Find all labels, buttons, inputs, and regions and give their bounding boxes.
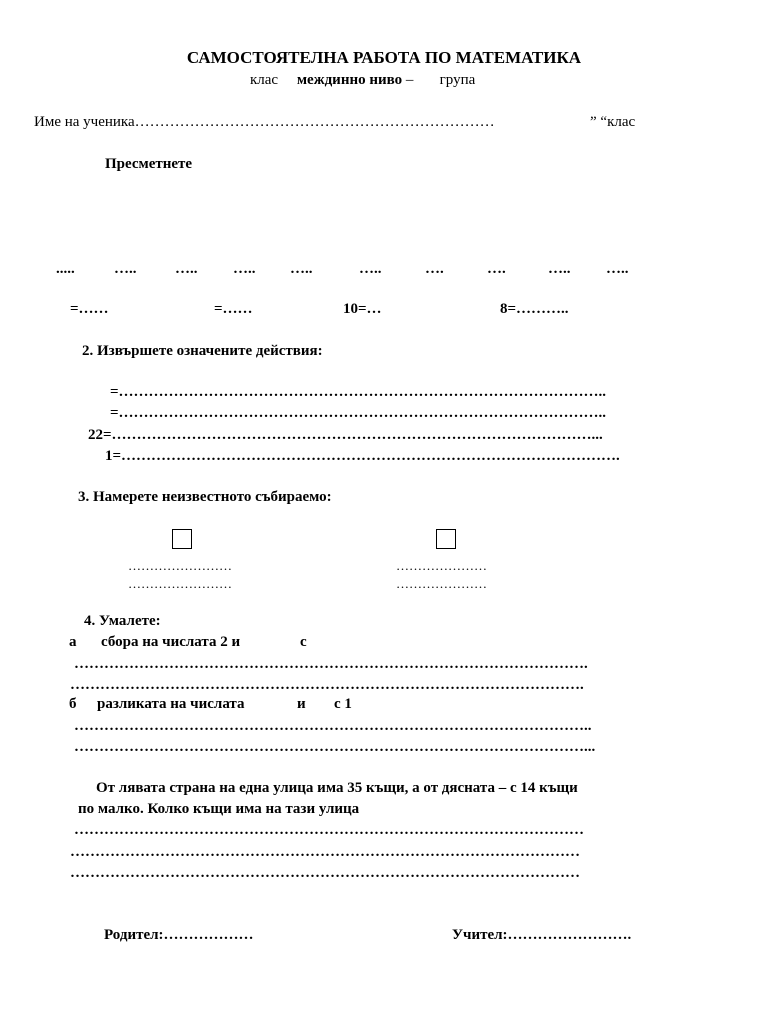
- task1-dots-5: …..: [290, 261, 313, 277]
- task2-line-2: =……………………………………………………………………………………..: [110, 405, 607, 421]
- task1-dots-8: ….: [487, 261, 506, 277]
- level-dash: –: [405, 72, 414, 88]
- task4-b-line-2: …………………………………………………………………………………………...: [74, 739, 596, 755]
- student-name-line: Име на ученика………………………………………………………………: [34, 114, 495, 130]
- task1-dots-4: …..: [233, 261, 256, 277]
- task1-result-2: =……: [214, 301, 253, 317]
- task4-b-text: разликата на числата: [97, 696, 245, 712]
- task1-heading: Пресметнете: [105, 156, 193, 172]
- task1-result-3: 10=…: [343, 301, 382, 317]
- answer-box-right: [436, 529, 456, 549]
- task4-a-with: с: [300, 634, 307, 650]
- task5-answer-line-3: …………………………………………………………………………………………: [70, 865, 580, 881]
- task1-dots-6: …..: [359, 261, 382, 277]
- task1-dots-10: …..: [606, 261, 629, 277]
- subtitle: [250, 72, 475, 89]
- class-label: клас: [250, 72, 279, 88]
- task3-left-line-1: ……………………: [128, 558, 232, 573]
- task4-b-and: и: [297, 696, 306, 712]
- task3-right-line-1: …………………: [396, 558, 487, 573]
- task1-dots-7: ….: [425, 261, 444, 277]
- task3-left-line-2: ……………………: [128, 576, 232, 591]
- task1-dots-3: …..: [175, 261, 198, 277]
- task1-dots-1: .....: [56, 261, 75, 277]
- task4-a-text: сбора на числата 2 и: [101, 634, 241, 650]
- level-label: междинно ниво: [296, 72, 403, 88]
- task4-a-line-2: ………………………………………………………………………………………….: [70, 677, 584, 693]
- task4-heading: 4. Умалете:: [84, 613, 161, 629]
- task2-line-3: 22=……………………………………………………………………………………...: [88, 427, 603, 443]
- page-title: САМОСТОЯТЕЛНА РАБОТА ПО МАТЕМАТИКА: [186, 48, 582, 67]
- task1-dots-9: …..: [548, 261, 571, 277]
- task5-answer-line-2: …………………………………………………………………………………………: [70, 844, 580, 860]
- task4-a-label: а: [69, 634, 77, 650]
- task5-line-2: по малко. Колко къщи има на тази улица: [78, 801, 360, 817]
- task5-answer-line-1: …………………………………………………………………………………………: [74, 822, 584, 838]
- student-class-suffix: ” “клас: [590, 114, 636, 130]
- task2-heading: 2. Извършете означените действия:: [82, 343, 323, 359]
- task5-line-1: От лявата страна на една улица има 35 къщи, а от дясната – с 14 къщи: [96, 780, 578, 796]
- task2-line-1: =……………………………………………………………………………………..: [110, 384, 607, 400]
- task3-right-line-2: …………………: [396, 576, 487, 591]
- parent-signature: Родител:………………: [104, 927, 254, 943]
- task1-dots-2: …..: [114, 261, 137, 277]
- task4-b-label: б: [69, 696, 77, 712]
- task1-result-4: 8=………..: [500, 301, 569, 317]
- task3-heading: 3. Намерете неизвестното събираемо:: [78, 489, 332, 505]
- task4-b-line-1: …………………………………………………………………………………………..: [74, 718, 592, 734]
- task2-line-4: 1=……………………………………………………………………………………….: [105, 448, 620, 464]
- teacher-signature: Учител:…………………….: [452, 927, 632, 943]
- group-label: група: [439, 72, 476, 88]
- answer-box-left: [172, 529, 192, 549]
- task1-result-1: =……: [70, 301, 109, 317]
- task4-a-line-1: ………………………………………………………………………………………….: [74, 656, 588, 672]
- task4-b-with: с 1: [334, 696, 352, 712]
